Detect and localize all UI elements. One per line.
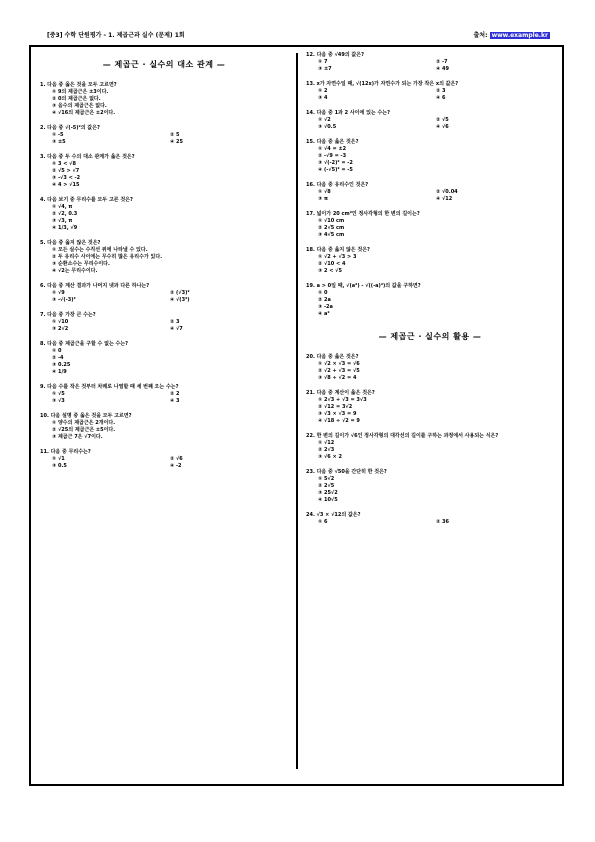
- answer-option: ② 2√5: [318, 483, 335, 489]
- answer-option: ① 6: [318, 519, 328, 525]
- answer-option: ② √10 < 4: [318, 261, 346, 267]
- question-item: [40, 283, 288, 304]
- question-item: [306, 182, 554, 203]
- answer-option: ① √12: [318, 440, 335, 446]
- answer-option: ③ √0.5: [318, 124, 337, 130]
- answer-option: ① 2: [318, 88, 328, 94]
- answer-option: ② √0.04: [436, 189, 458, 195]
- answer-option: ① √2 + √3 > 3: [318, 254, 357, 260]
- answer-option: ④ 49: [436, 66, 449, 72]
- question-item: [306, 247, 554, 275]
- answer-option: ① -5: [52, 132, 64, 138]
- question-item: [306, 139, 554, 174]
- answer-option: ① 3 < √8: [52, 161, 76, 167]
- answer-option: ② 2a: [318, 297, 331, 303]
- header-source: [473, 31, 550, 41]
- question-stem: 1. 다음 중 옳은 것을 모두 고르면?: [40, 82, 117, 88]
- answer-option: ② √6: [170, 456, 183, 462]
- answer-option: ② √25의 제곱근은 ±5이다.: [52, 427, 116, 433]
- question-item: [40, 154, 288, 189]
- answer-option: ② 3: [436, 88, 446, 94]
- column-divider: [296, 53, 298, 769]
- options-grid: [40, 290, 288, 304]
- question-stem: 23. 다음 중 √50을 간단히 한 것은?: [306, 469, 387, 475]
- question-item: [40, 384, 288, 405]
- question-item: [40, 240, 288, 275]
- question-item: [306, 469, 554, 504]
- answer-option: ② 5: [170, 132, 180, 138]
- question-stem: 6. 다음 중 계산 결과가 나머지 넷과 다른 하나는?: [40, 283, 150, 289]
- question-item: [40, 82, 288, 117]
- question-item: [306, 354, 554, 382]
- options-grid: [306, 88, 554, 102]
- answer-option: ① √5: [52, 391, 65, 397]
- header-title: [중3] 수학 단원평가 - 1. 제곱근과 실수 (문제) 1회: [47, 32, 185, 39]
- options-grid: [40, 132, 288, 146]
- answer-option: ② 두 유리수 사이에는 무수히 많은 유리수가 있다.: [52, 254, 163, 260]
- answer-option: ③ √3: [52, 398, 65, 404]
- answer-option: ① 0: [318, 290, 328, 296]
- answer-option: ① 5√2: [318, 476, 335, 482]
- right-question-list-1: [306, 52, 554, 318]
- answer-option: ④ √7: [170, 326, 183, 332]
- question-item: [306, 52, 554, 73]
- answer-option: ① √4, π: [52, 204, 73, 210]
- question-stem: 17. 넓이가 20 cm²인 정사각형의 한 변의 길이는?: [306, 211, 420, 217]
- question-item: [306, 81, 554, 102]
- answer-option: ③ -√3 < -2: [52, 175, 81, 181]
- answer-option: ② √12 = 3√2: [318, 404, 353, 410]
- page-header: [47, 31, 550, 41]
- question-item: [40, 449, 288, 470]
- answer-option: ④ √18 ÷ √2 = 9: [318, 418, 360, 424]
- answer-option: ② √5 > √7: [52, 168, 80, 174]
- answer-option: ③ -2a: [318, 304, 333, 310]
- answer-option: ① √2 × √3 = √6: [318, 361, 360, 367]
- answer-option: ② 3: [170, 319, 180, 325]
- answer-option: ① √1: [52, 456, 65, 462]
- question-item: [306, 390, 554, 425]
- answer-option: ③ 제곱근 7은 √7이다.: [52, 434, 103, 440]
- question-stem: 11. 다음 중 무리수는?: [40, 449, 91, 455]
- question-stem: 13. x가 자연수일 때, √(12x)가 자연수가 되는 가장 작은 x의 값은?: [306, 81, 459, 87]
- answer-option: ④ 25: [170, 139, 183, 145]
- answer-option: ② √5: [436, 117, 449, 123]
- question-stem: 10. 다음 설명 중 옳은 것을 모두 고르면?: [40, 413, 132, 419]
- options-grid: [40, 319, 288, 333]
- question-stem: 8. 다음 중 제곱근을 구할 수 없는 수는?: [40, 341, 129, 347]
- question-item: [40, 312, 288, 333]
- question-item: [306, 211, 554, 239]
- answer-option: ③ 0.5: [52, 463, 67, 469]
- answer-option: ① 0: [52, 348, 62, 354]
- answer-option: ③ √6 × 2: [318, 454, 342, 460]
- answer-option: ② (√3)²: [170, 290, 190, 296]
- answer-option: ① 2√3 + √3 = 3√3: [318, 397, 367, 403]
- answer-option: ② -7: [436, 59, 448, 65]
- answer-option: ④ 4 > √15: [52, 182, 80, 188]
- answer-option: ④ √6: [436, 124, 449, 130]
- answer-option: ① 모든 실수는 수직선 위에 나타낼 수 있다.: [52, 247, 148, 253]
- answer-option: ① √10 cm: [318, 218, 345, 224]
- answer-option: ③ -√(-3)²: [52, 297, 76, 303]
- question-stem: 18. 다음 중 옳지 않은 것은?: [306, 247, 370, 253]
- answer-option: ③ √3, π: [52, 218, 73, 224]
- answer-option: ④ √16의 제곱근은 ±2이다.: [52, 110, 116, 116]
- right-section-title: — 제곱근 · 실수의 활용 —: [378, 332, 482, 341]
- answer-option: ③ 음수의 제곱근은 없다.: [52, 103, 107, 109]
- question-stem: 20. 다음 중 옳은 것은?: [306, 354, 359, 360]
- answer-option: ② √2, 0.3: [52, 211, 78, 217]
- source-label: 출처:: [473, 32, 488, 39]
- question-item: [40, 197, 288, 232]
- question-item: [306, 110, 554, 131]
- left-column: [40, 52, 288, 478]
- answer-option: ③ √(-2)² = -2: [318, 160, 353, 166]
- question-stem: 14. 다음 중 1과 2 사이에 있는 수는?: [306, 110, 391, 116]
- answer-option: ③ 순환소수는 무리수이다.: [52, 261, 110, 267]
- answer-option: ③ 2 < √5: [318, 268, 342, 274]
- answer-option: ④ -2: [170, 463, 182, 469]
- answer-option: ③ 25√2: [318, 490, 338, 496]
- answer-option: ② 2√5 cm: [318, 225, 345, 231]
- answer-option: ② 0의 제곱근은 없다.: [52, 96, 101, 102]
- options-grid: [306, 117, 554, 131]
- answer-option: ③ 4: [318, 95, 328, 101]
- question-stem: 22. 한 변의 길이가 √6인 정사각형의 대각선의 길이를 구하는 과정에서 사용되는 식은?: [306, 433, 499, 439]
- answer-option: ① √10: [52, 319, 69, 325]
- right-column: [306, 52, 554, 534]
- question-item: [40, 341, 288, 376]
- right-question-list-2: [306, 354, 554, 526]
- question-item: [40, 125, 288, 146]
- answer-option: ④ √12: [436, 196, 453, 202]
- question-item: [306, 433, 554, 461]
- question-stem: 3. 다음 중 두 수의 대소 관계가 옳은 것은?: [40, 154, 135, 160]
- answer-option: ① √2: [318, 117, 331, 123]
- options-grid: [40, 456, 288, 470]
- answer-option: ① 양수의 제곱근은 2개이다.: [52, 420, 116, 426]
- answer-option: ② 36: [436, 519, 449, 525]
- question-stem: 9. 다음 수를 작은 것부터 차례로 나열할 때 세 번째 오는 수는?: [40, 384, 179, 390]
- question-item: [306, 283, 554, 318]
- answer-option: ③ π: [318, 196, 328, 202]
- answer-option: ④ 1/3, √9: [52, 225, 78, 231]
- options-grid: [306, 59, 554, 73]
- answer-option: ① 9의 제곱근은 ±3이다.: [52, 89, 109, 95]
- answer-option: ③ √8 ÷ √2 = 4: [318, 375, 357, 381]
- left-question-list: [40, 82, 288, 470]
- answer-option: ③ 0.25: [52, 362, 71, 368]
- answer-option: ③ 4√5 cm: [318, 232, 345, 238]
- question-stem: 2. 다음 중 √(-5)²의 값은?: [40, 125, 100, 131]
- question-item: [40, 413, 288, 441]
- answer-option: ① √4 = ±2: [318, 146, 347, 152]
- options-grid: [306, 519, 554, 526]
- question-stem: 12. 다음 중 √49의 값은?: [306, 52, 364, 58]
- question-stem: 19. a > 0일 때, √(a²) - √((-a)²)의 값을 구하면?: [306, 283, 421, 289]
- answer-option: ④ 3: [170, 398, 180, 404]
- answer-option: ④ √(3²): [170, 297, 190, 303]
- question-stem: 7. 다음 중 가장 큰 수는?: [40, 312, 96, 318]
- answer-option: ② -4: [52, 355, 64, 361]
- source-link[interactable]: www.example.kr: [491, 32, 548, 39]
- question-stem: 5. 다음 중 옳지 않은 것은?: [40, 240, 101, 246]
- answer-option: ② -√9 = -3: [318, 153, 347, 159]
- question-stem: 24. √3 × √12의 값은?: [306, 512, 361, 518]
- question-stem: 15. 다음 중 옳은 것은?: [306, 139, 359, 145]
- question-stem: 4. 다음 보기 중 무리수를 모두 고른 것은?: [40, 197, 133, 203]
- answer-option: ③ 2√2: [52, 326, 69, 332]
- answer-option: ③ ±5: [52, 139, 66, 145]
- answer-option: ③ ±7: [318, 66, 332, 72]
- answer-option: ③ √3 × √3 = 9: [318, 411, 357, 417]
- answer-option: ① √8: [318, 189, 331, 195]
- answer-option: ④ 6: [436, 95, 446, 101]
- answer-option: ④ √2는 무리수이다.: [52, 268, 98, 274]
- options-grid: [306, 189, 554, 203]
- answer-option: ② 2√3: [318, 447, 335, 453]
- answer-option: ④ 10√5: [318, 497, 338, 503]
- question-stem: 16. 다음 중 유리수인 것은?: [306, 182, 369, 188]
- options-grid: [40, 391, 288, 405]
- answer-option: ② 2: [170, 391, 180, 397]
- answer-option: ④ 1/9: [52, 369, 67, 375]
- question-stem: 21. 다음 중 계산이 옳은 것은?: [306, 390, 375, 396]
- answer-option: ④ a²: [318, 311, 330, 317]
- answer-option: ① √9: [52, 290, 65, 296]
- answer-option: ④ (-√5)² = -5: [318, 167, 353, 173]
- answer-option: ② √2 + √3 = √5: [318, 368, 360, 374]
- left-section-title: — 제곱근 · 실수의 대소 관계 —: [102, 60, 226, 69]
- answer-option: ① 7: [318, 59, 328, 65]
- question-item: [306, 512, 554, 526]
